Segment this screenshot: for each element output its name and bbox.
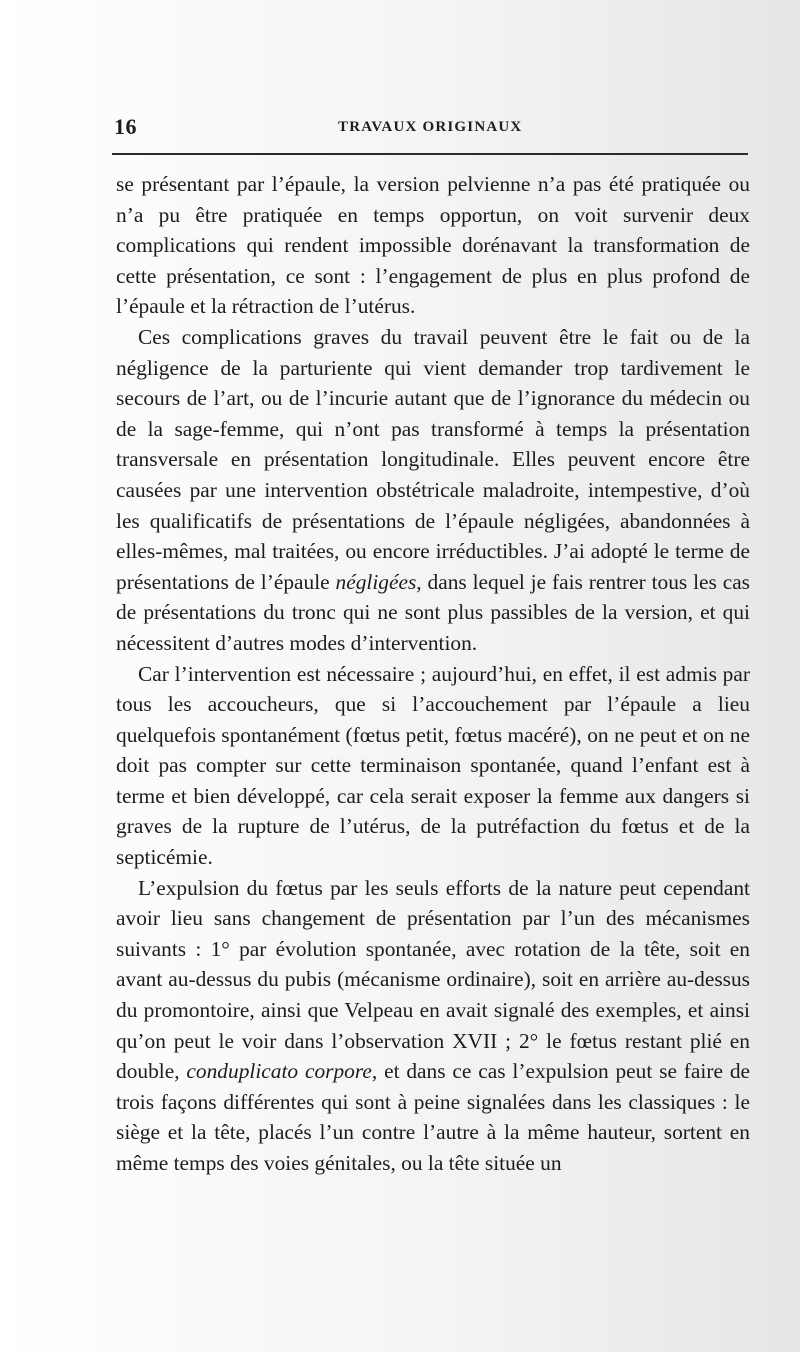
paragraph-4 bbox=[116, 873, 750, 1179]
body-text bbox=[116, 169, 750, 1179]
paragraph-2-text: Ces complications graves du travail peuvent être le fait ou de la négligence de la parturiente qui vient demander trop tardivement le secours de l’art, ou de l’incurie autant que de l’ignorance du médecin ou de la sage-femme, qui n’ont pas transformé à temps la présentation transversale en présentation longitudinale. Elles peuvent encore être causées par une intervention obstétricale maladroite, intempestive, d’où les qualificatifs de présentations de l’épaule négligées, abandonnées à elles-mêmes, mal traitées, ou encore irréductibles. J’ai adopté le terme de présentations de l’épaule bbox=[116, 324, 750, 594]
running-title: TRAVAUX ORIGINAUX bbox=[338, 119, 523, 135]
emphasis-negligees: négligées bbox=[335, 569, 417, 594]
page-number: 16 bbox=[114, 114, 137, 139]
paragraph-4-text: L’expulsion du fœtus par les seuls efforts de la nature peut cependant avoir lieu sans changement de présentation par l’un des mécanismes suivants : 1° par évolution spontanée, avec rotation de la tête, soit en avant au-dessus du pubis (mécanisme ordinaire), soit en arrière au-dessus du promontoire, ainsi que Velpeau en avait signalé des exemples, et ainsi qu’on peut le voir dans l’observation XVII ; 2° le fœtus restant plié en double, bbox=[116, 875, 750, 1084]
paragraph-2 bbox=[116, 322, 750, 659]
emphasis-conduplicato-corpore: conduplicato corpore bbox=[186, 1059, 372, 1084]
paragraph-1: se présentant par l’épaule, la version pelvienne n’a pas été pratiquée ou n’a pu être pratiquée en temps opportun, on voit survenir deux complications qui rendent impossible dorénavant la transformation de cette présentation, ce sont : l’engagement de plus en plus profond de l’épaule et la rétraction de l’utérus. bbox=[116, 172, 750, 319]
page-header bbox=[112, 114, 748, 144]
paragraph-4-text-end: , et dans ce cas l’expulsion peut se faire de trois façons différentes qui sont à peine signalées dans les classiques : le siège et la tête, placés l’un contre l’autre à la même hauteur, sortent en même temps des voies génitales, ou la tête située un bbox=[116, 1059, 751, 1175]
header-rule bbox=[112, 153, 748, 155]
paragraph-3: Car l’intervention est nécessaire ; aujourd’hui, en effet, il est admis par tous les accoucheurs, que si l’accouchement par l’épaule a lieu quelquefois spontanément (fœtus petit, fœtus macéré), on ne peut et on ne doit pas compter sur cette terminaison spontanée, quand l’enfant est à terme et bien développé, car cela serait exposer la femme aux dangers si graves de la rupture de l’utérus, de la putréfaction du fœtus et de la septicémie. bbox=[116, 661, 750, 870]
paragraph-2-text-end: , dans lequel je fais rentrer tous les cas de présentations du tronc qui ne sont plus passibles de la version, et qui nécessitent d’autres modes d’intervention. bbox=[116, 569, 751, 655]
